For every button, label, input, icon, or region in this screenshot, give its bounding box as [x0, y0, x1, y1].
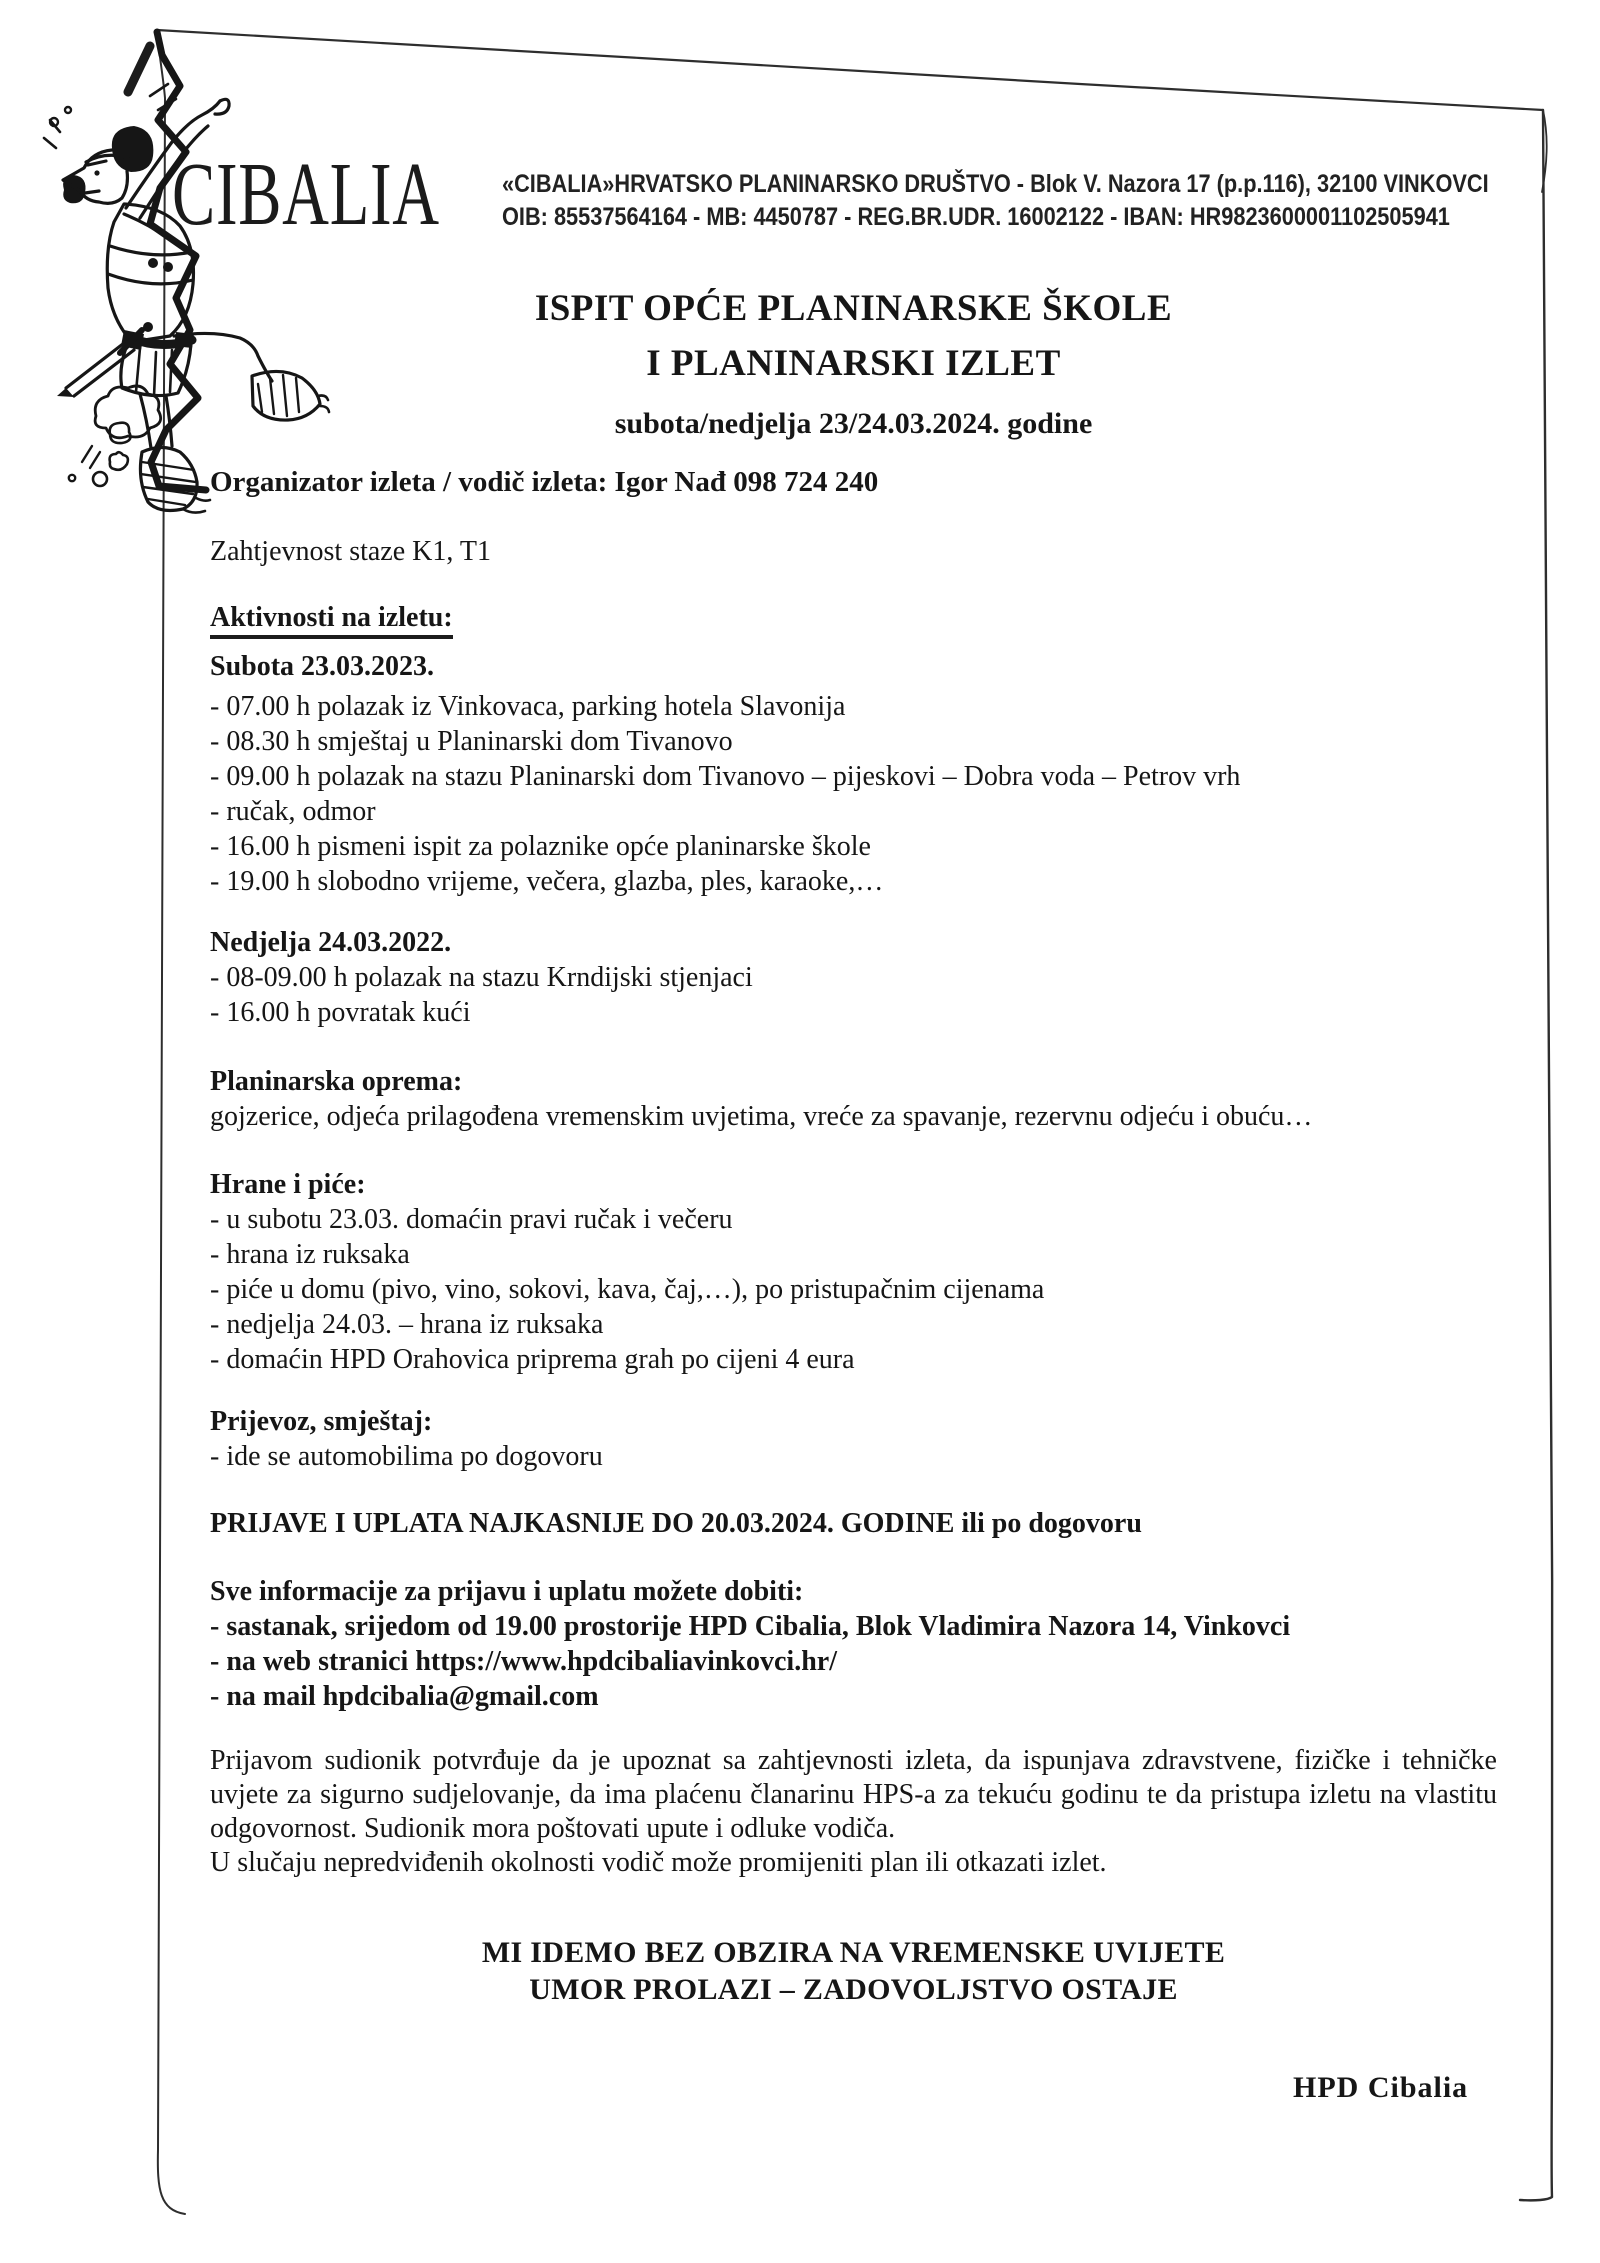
- event-date: subota/nedjelja 23/24.03.2024. godine: [614, 407, 1093, 440]
- registration-deadline: PRIJAVE I UPLATA NAJKASNIJE DO 20.03.2024. GODINE ili po dogovoru: [210, 1508, 1142, 1539]
- info-item-email: - na mail hpdcibalia@gmail.com: [210, 1681, 599, 1712]
- food-item: - u subotu 23.03. domaćin pravi ručak i večeru: [210, 1204, 733, 1235]
- transport-section: [210, 1404, 1497, 1474]
- saturday-item: - ručak, odmor: [210, 796, 376, 827]
- food-item: - piće u domu (pivo, vino, sokovi, kava, čaj,…), po pristupačnim cijenama: [210, 1274, 1045, 1305]
- organizer-line: Organizator izleta / vodič izleta: Igor Nađ 098 724 240: [210, 466, 879, 498]
- trail-difficulty: Zahtjevnost staze K1, T1: [210, 536, 491, 567]
- disclaimer-cancellation-note: U slučaju nepredviđenih okolnosti vodič može promijeniti plan ili otkazati izlet.: [210, 1847, 1107, 1878]
- motto-line1: MI IDEMO BEZ OBZIRA NA VREMENSKE UVIJETE: [481, 1936, 1226, 1969]
- food-item: - nedjelja 24.03. – hrana iz ruksaka: [210, 1309, 604, 1340]
- food-heading: Hrane i piće:: [210, 1169, 366, 1200]
- saturday-item: - 19.00 h slobodno vrijeme, večera, glazba, ples, karaoke,…: [210, 866, 884, 897]
- info-section: [210, 1574, 1497, 1714]
- sunday-heading: Nedjelja 24.03.2022.: [210, 927, 452, 958]
- motto-block: [210, 1934, 1497, 2008]
- info-item-meeting: - sastanak, srijedom od 19.00 prostorije HPD Cibalia, Blok Vladimira Nazora 14, Vinkovci: [210, 1611, 1291, 1642]
- equipment-text: gojzerice, odjeća prilagođena vremenskim uvjetima, vreće za spavanje, rezervnu odjeću i obuću…: [210, 1101, 1313, 1132]
- activities-heading: Aktivnosti na izletu:: [210, 600, 453, 639]
- sunday-item: - 08-09.00 h polazak na stazu Krndijski stjenjaci: [210, 962, 753, 993]
- food-section: [210, 1167, 1497, 1377]
- saturday-item: - 08.30 h smještaj u Planinarski dom Tivanovo: [210, 726, 733, 757]
- food-item: - domaćin HPD Orahovica priprema grah po cijeni 4 eura: [210, 1344, 855, 1375]
- motto-line2: UMOR PROLAZI – ZADOVOLJSTVO OSTAJE: [529, 1973, 1178, 2006]
- saturday-item: - 09.00 h polazak na stazu Planinarski dom Tivanovo – pijeskovi – Dobra voda – Petrov vrh: [210, 761, 1241, 792]
- title-block: [210, 288, 1497, 442]
- info-item-website-url: - na web stranici https://www.hpdcibaliavinkovci.hr/: [210, 1646, 837, 1677]
- transport-item: - ide se automobilima po dogovoru: [210, 1441, 603, 1472]
- letterhead-registration-numbers: OIB: 85537564164 - MB: 4450787 - REG.BR.UDR. 16002122 - IBAN: HR9823600001102505941: [502, 203, 1450, 231]
- saturday-item: - 07.00 h polazak iz Vinkovaca, parking hotela Slavonija: [210, 691, 846, 722]
- info-heading: Sve informacije za prijavu i uplatu možete dobiti:: [210, 1576, 804, 1607]
- sunday-item: - 16.00 h povratak kući: [210, 997, 471, 1028]
- food-item: - hrana iz ruksaka: [210, 1239, 410, 1270]
- disclaimer-paragraph: Prijavom sudionik potvrđuje da je upoznat sa zahtjevnosti izleta, da ispunjava zdravstvene, fizičke i tehničke uvjete za sigurno sudjelovanje, da ima plaćenu članarinu HPS-a za tekuću godinu te da pristupa izletu na vlastitu odgovornost. Sudionik mora poštovati upute i odluke vodiča.: [210, 1745, 1497, 1844]
- saturday-item: - 16.00 h pismeni ispit za polaznike opće planinarske škole: [210, 831, 871, 862]
- document-title-line2: I PLANINARSKI IZLET: [646, 343, 1061, 384]
- document-body: [210, 600, 1497, 2008]
- equipment-section: [210, 1064, 1497, 1134]
- letterhead: [502, 168, 1489, 234]
- transport-heading: Prijevoz, smještaj:: [210, 1406, 433, 1437]
- disclaimer-section: [210, 1744, 1497, 1880]
- document-title-line1: ISPIT OPĆE PLANINARSKE ŠKOLE: [534, 288, 1173, 329]
- club-logo-wordmark: CIBALIA: [172, 145, 440, 244]
- activities-section: [210, 600, 1497, 1030]
- signature: HPD Cibalia: [1293, 2071, 1469, 2104]
- equipment-heading: Planinarska oprema:: [210, 1066, 463, 1097]
- letterhead-club-address: «CIBALIA»HRVATSKO PLANINARSKO DRUŠTVO - Blok V. Nazora 17 (p.p.116), 32100 VINKOVCI: [502, 170, 1489, 198]
- saturday-heading: Subota 23.03.2023.: [210, 651, 435, 682]
